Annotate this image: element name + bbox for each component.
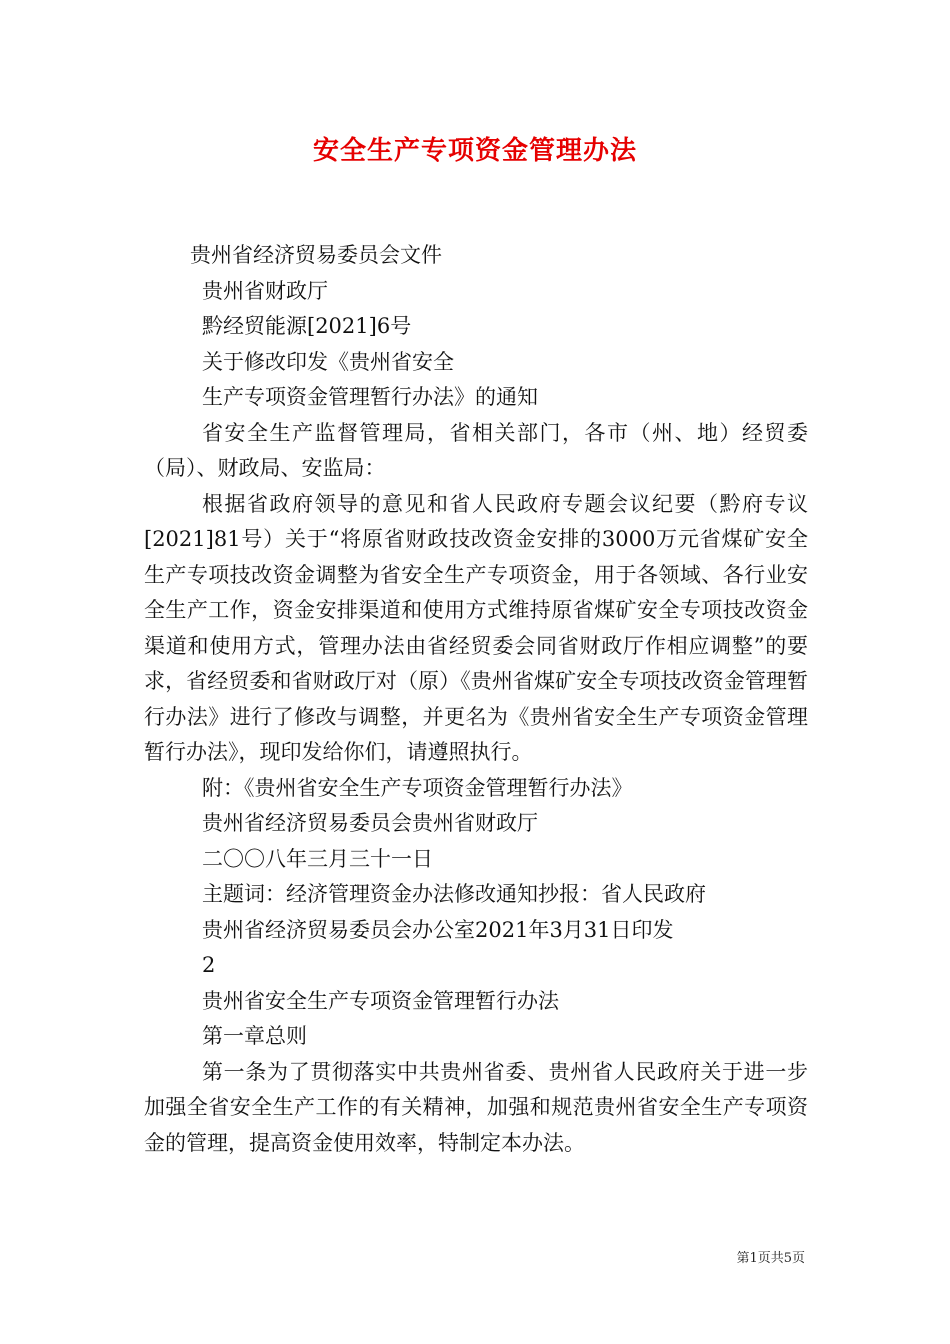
chapter-heading: 第一章总则 (202, 1024, 307, 1048)
page-number-footer: 第1页共5页 (736, 1251, 805, 1266)
addressee-paragraph: 省安全生产监督管理局，省相关部门，各市（州、地）经贸委（局）、财政局、安监局： (144, 420, 808, 480)
notice-title-line-2: 生产专项资金管理暂行办法》的通知 (202, 385, 538, 409)
body-paragraph: 根据省政府领导的意见和省人民政府专题会议纪要（黔府专议[2021]81号）关于“将原省财政技改资金安排的3000万元省煤矿安全生产专项技改资金调整为省安全生产专项资金，用于各领域、各行业安全生产工作，资金安排渠道和使用方式维持原省煤矿安全专项技改资金渠道和使用方式，管理办法由省经贸委会同省财政厅作相应调整”的要求，省经贸委和省财政厅对（原）《贵州省煤矿安全专项技改资金管理暂行办法》进行了修改与调整，并更名为《贵州省安全生产专项资金管理暂行办法》，现印发给你们，请遵照执行。 (144, 491, 808, 764)
notice-title-line-1: 关于修改印发《贵州省安全 (202, 349, 454, 374)
document-number: 黔经贸能源[2021]6号 (202, 314, 412, 338)
attachment-line: 附：《贵州省安全生产专项资金管理暂行办法》 (202, 775, 633, 800)
issuer-line: 贵州省经济贸易委员会文件 (190, 243, 442, 267)
page-title: 安全生产专项资金管理办法 (312, 136, 637, 166)
print-info-line: 贵州省经济贸易委员会办公室2021年3月31日印发 (202, 917, 674, 942)
article-paragraph: 第一条为了贯彻落实中共贵州省委、贵州省人民政府关于进一步加强全省安全生产工作的有关精神，加强和规范贵州省安全生产专项资金的管理，提高资金使用效率，特制定本办法。 (144, 1059, 808, 1155)
subject-line: 主题词：经济管理资金办法修改通知抄报：省人民政府 (202, 882, 706, 906)
page-marker: 2 (202, 953, 216, 977)
document-body (144, 238, 808, 1161)
date-line: 二〇〇八年三月三十一日 (202, 846, 433, 871)
issuer-line-2: 贵州省财政厅 (202, 278, 328, 303)
signatory-line: 贵州省经济贸易委员会贵州省财政厅 (202, 811, 538, 835)
regulation-title: 贵州省安全生产专项资金管理暂行办法 (202, 988, 559, 1013)
